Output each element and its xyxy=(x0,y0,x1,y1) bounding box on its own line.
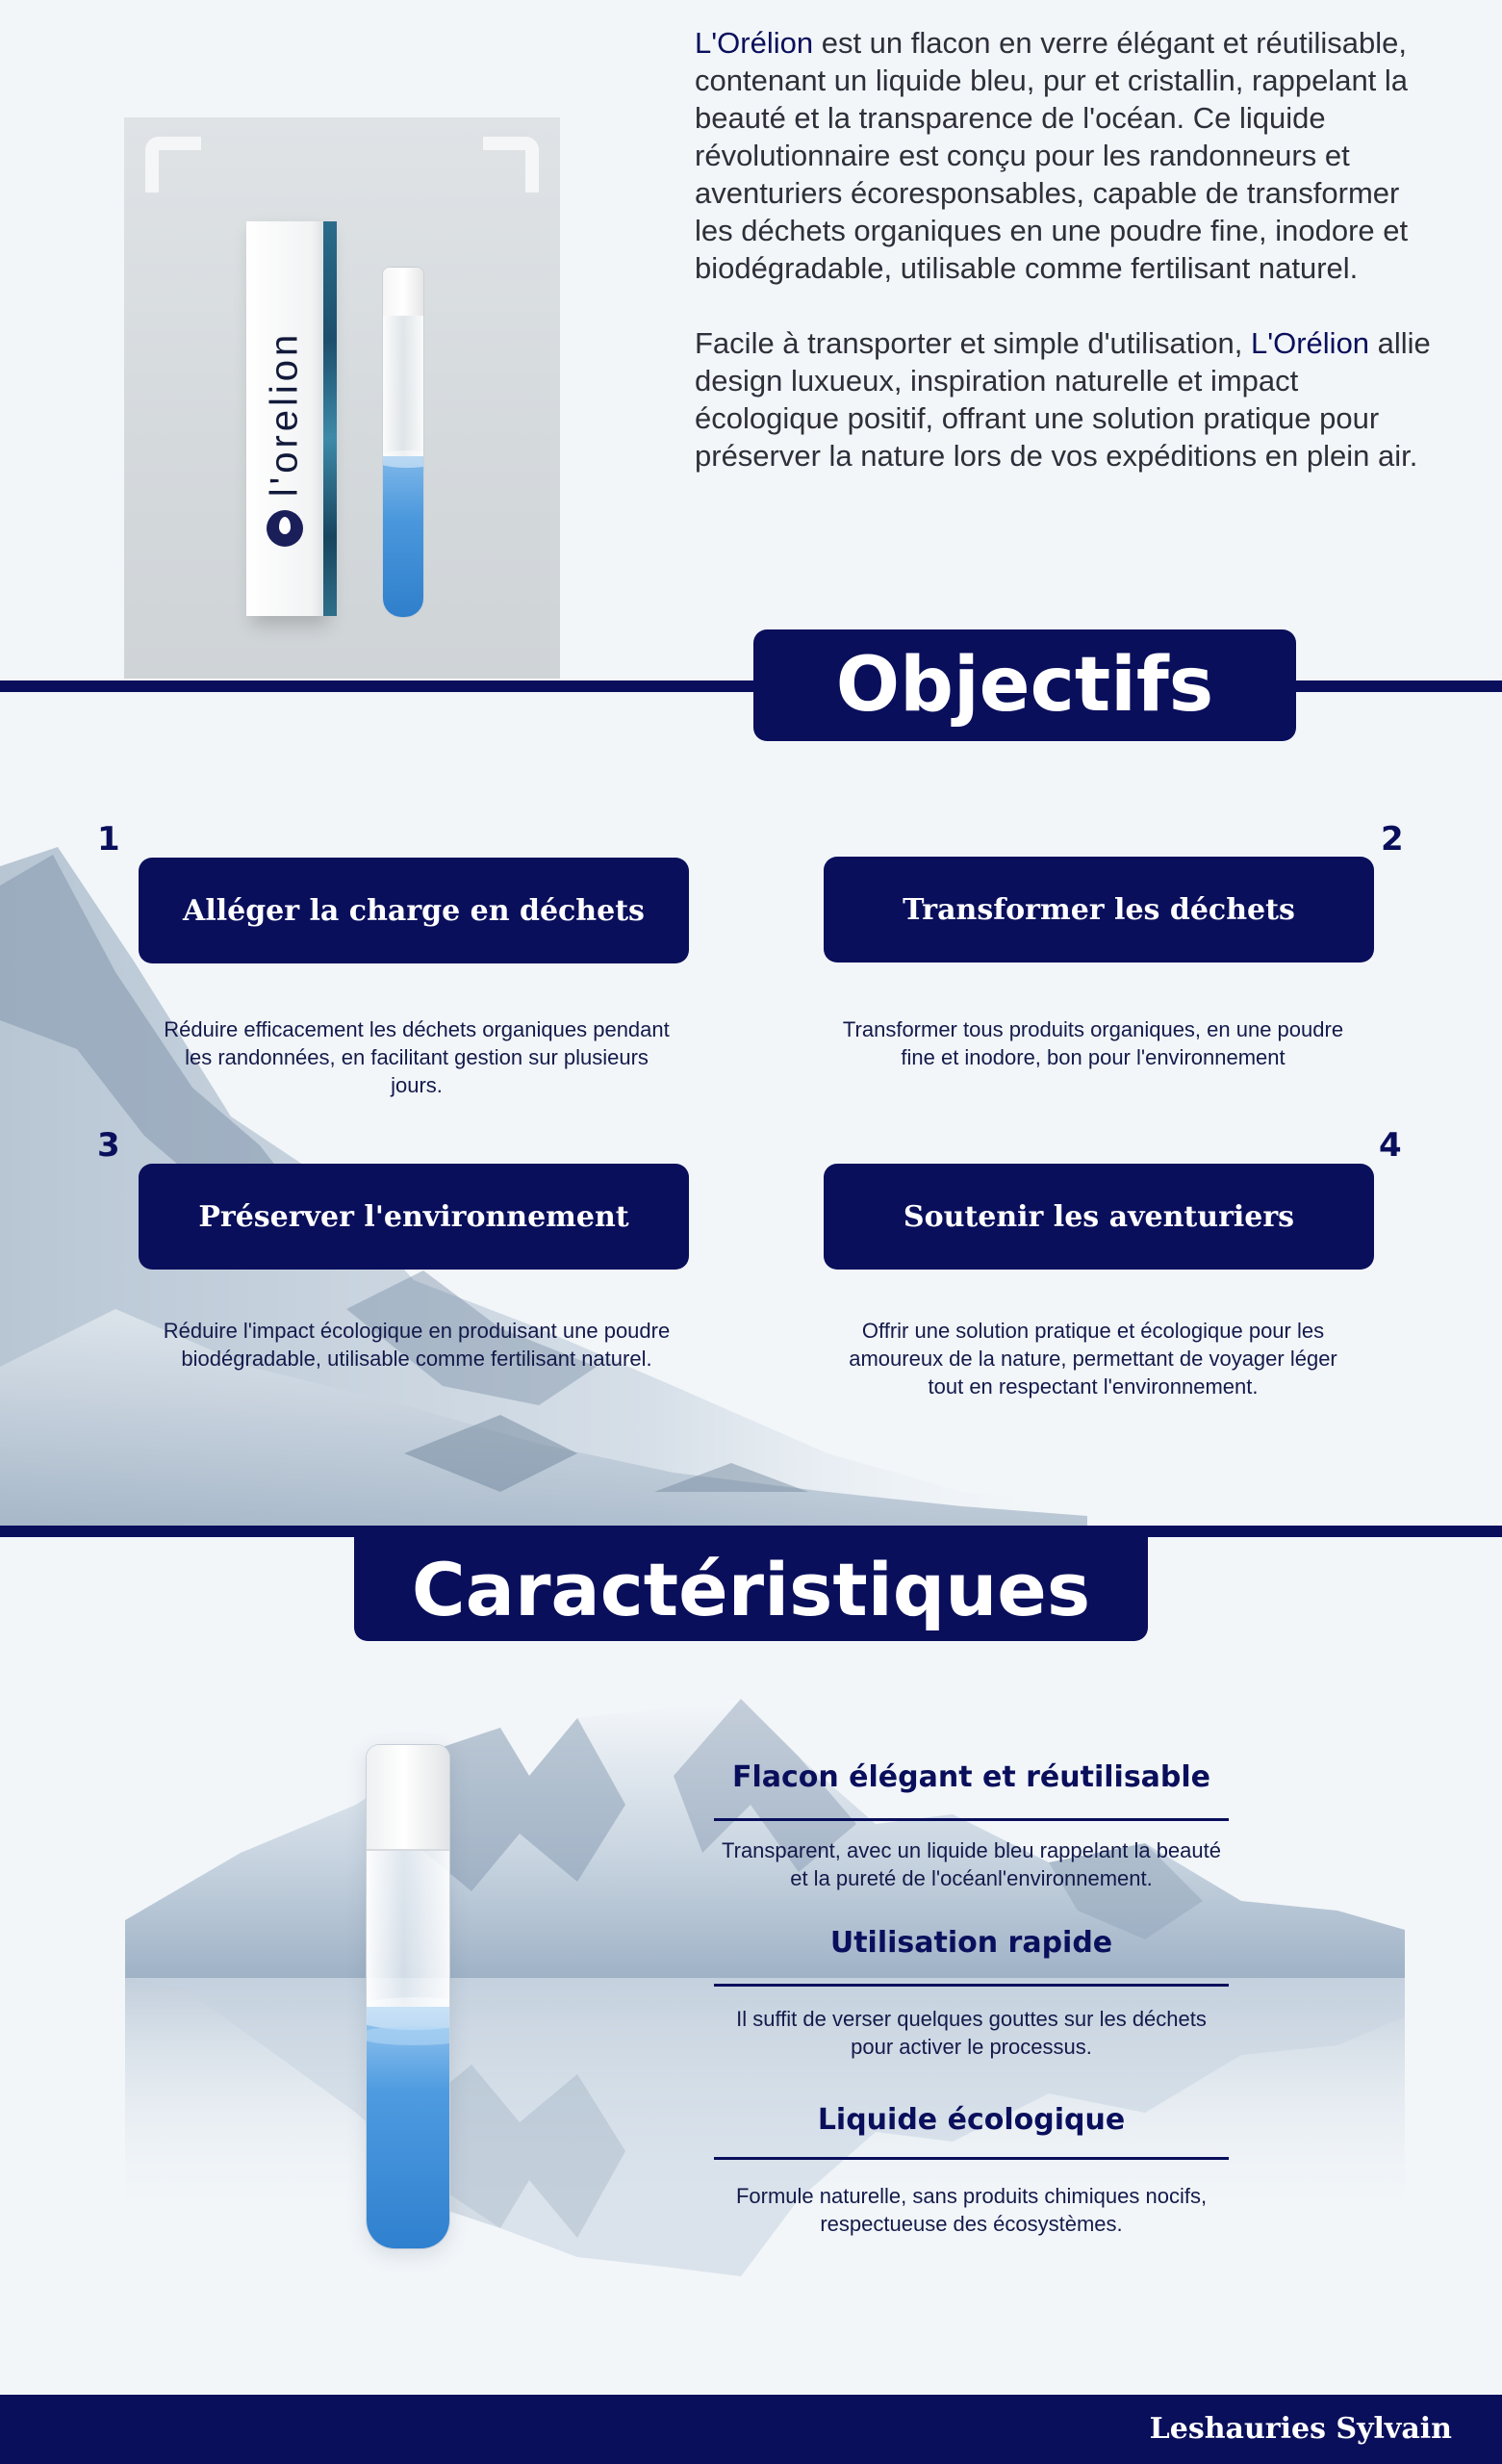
section-divider xyxy=(0,1526,1502,1537)
box-logo-text: l'orelion xyxy=(263,330,306,498)
objective-description: Réduire efficacement les déchets organiques pendant les randonnées, en facilitant gestion sur plusieurs jours. xyxy=(164,1017,670,1097)
author-name: Leshauries Sylvain xyxy=(1149,2412,1452,2446)
vial-liquid xyxy=(383,456,423,617)
brand-name: L'Orélion xyxy=(695,26,814,60)
vial-cap xyxy=(367,1745,449,1851)
characteristics-heading: Caractéristiques xyxy=(354,1537,1148,1641)
objective-title: Transformer les déchets xyxy=(824,857,1374,962)
product-photo xyxy=(124,117,560,679)
intro-paragraph-2 xyxy=(695,324,1436,475)
product-vial xyxy=(382,267,424,618)
feature-title: Flacon élégant et réutilisable xyxy=(731,1760,1211,1794)
objective-title: Alléger la charge en déchets xyxy=(139,858,689,963)
feature-title: Utilisation rapide xyxy=(829,1926,1113,1960)
product-box xyxy=(246,221,323,616)
intro-paragraph-2-text-end: allie design luxueux, inspiration naturelle et impact écologique positif, offrant une solution pratique pour préserver la nature lors de vos expéditions en plein air. xyxy=(695,326,1431,473)
feature-item xyxy=(714,1926,1229,2070)
intro-text xyxy=(695,24,1436,475)
objective-number: 1 xyxy=(97,820,120,859)
feature-description: Transparent, avec un liquide bleu rappelant la beauté et la pureté de l'océanl'environnement. xyxy=(722,1838,1221,1890)
objective-number: 2 xyxy=(1381,820,1404,859)
intro-paragraph-1 xyxy=(695,24,1436,287)
drop-logo-icon xyxy=(267,510,303,547)
product-vial-large xyxy=(366,1744,450,2249)
objective-description: Réduire l'impact écologique en produisant une poudre biodégradable, utilisable comme fertilisant naturel. xyxy=(163,1319,671,1371)
objective-description: Transformer tous produits organiques, en une poudre fine et inodore, bon pour l'environnement xyxy=(842,1017,1344,1069)
feature-description: Formule naturelle, sans produits chimiques nocifs, respectueuse des écosystèmes. xyxy=(735,2184,1208,2236)
feature-description: Il suffit de verser quelques gouttes sur les déchets pour activer le processus. xyxy=(736,2007,1207,2059)
feature-divider xyxy=(714,1818,1229,1821)
objectives-heading: Objectifs xyxy=(753,629,1296,741)
objective-number: 3 xyxy=(97,1126,120,1165)
feature-item xyxy=(714,1760,1229,1914)
brand-name: L'Orélion xyxy=(1250,326,1370,360)
objective-number: 4 xyxy=(1379,1126,1402,1165)
photo-corner-decoration xyxy=(483,137,539,192)
intro-paragraph-2-text: Facile à transporter et simple d'utilisation, xyxy=(695,326,1251,360)
vial-cap xyxy=(383,268,423,316)
feature-divider xyxy=(714,1984,1229,1987)
vial-liquid xyxy=(367,2007,449,2248)
intro-paragraph-1-text: est un flacon en verre élégant et réutilisable, contenant un liquide bleu, pur et cristallin, rappelant la beauté et la transparence de l'océan. Ce liquide révolutionnaire est conçu pour les randonneurs et aventuriers écoresponsables, capable de transformer les déchets organiques en une poudre fine, inodore et biodégradable, utilisable comme fertilisant naturel. xyxy=(695,26,1409,285)
feature-item xyxy=(714,2103,1229,2247)
objective-title: Soutenir les aventuriers xyxy=(824,1164,1374,1270)
feature-divider xyxy=(714,2157,1229,2160)
objective-title: Préserver l'environnement xyxy=(139,1164,689,1270)
objective-description: Offrir une solution pratique et écologique pour les amoureux de la nature, permettant de voyager léger tout en respectant l'environnement. xyxy=(849,1319,1337,1399)
footer-bar xyxy=(0,2395,1502,2464)
box-marble-stripe xyxy=(323,221,337,616)
feature-title: Liquide écologique xyxy=(817,2103,1126,2137)
photo-corner-decoration xyxy=(145,137,201,192)
